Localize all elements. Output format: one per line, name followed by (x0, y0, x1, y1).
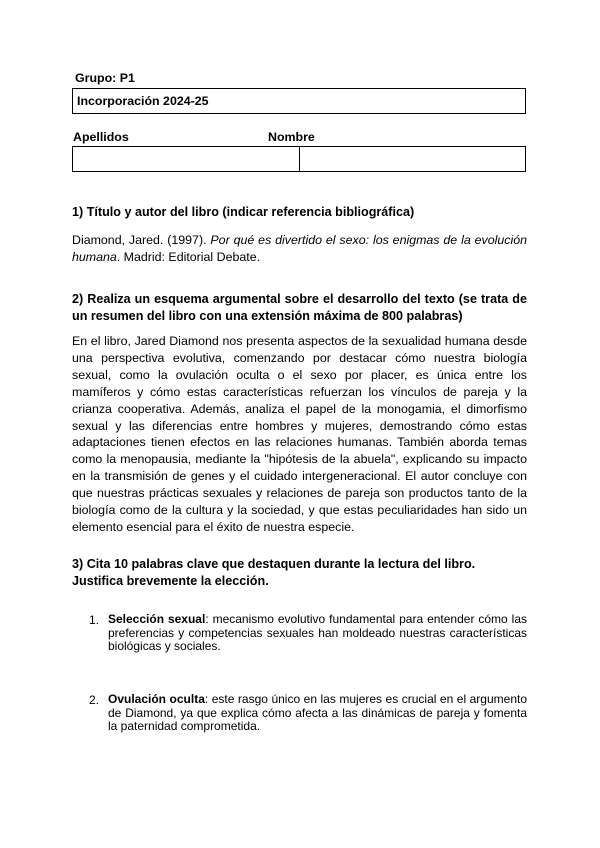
keyword-term: Selección sexual (108, 612, 206, 626)
nombre-field[interactable] (299, 146, 526, 172)
apellidos-label: Apellidos (73, 130, 129, 144)
section2-heading: 2) Realiza un esquema argumental sobre el desarrollo del texto (se trata de un resumen del libro con una extensión máxima de 800 palabras) (72, 292, 527, 323)
bibliographic-reference (72, 232, 527, 266)
nombre-label: Nombre (268, 130, 315, 144)
keyword-term: Ovulación oculta (108, 692, 205, 706)
incorporacion-text: Incorporación 2024-25 (77, 94, 209, 108)
item-number: 2. (89, 693, 100, 707)
keyword-description: : mecanismo evolutivo fundamental para entender cómo las preferencias y competencias sexuales han moldeado nuestras características biológicas y sociales. (108, 612, 527, 653)
group-label: Grupo: P1 (75, 71, 135, 85)
apellidos-field[interactable] (72, 146, 300, 172)
reference-author: Diamond, Jared. (1997). (72, 233, 211, 247)
reference-publisher: . Madrid: Editorial Debate. (116, 249, 261, 264)
reference-title: Por qué es divertido el sexo: los enigmas de la evolución humana (72, 233, 527, 264)
incorporacion-box (72, 88, 526, 114)
keyword-description: : este rasgo único en las mujeres es crucial en el argumento de Diamond, ya que explica cómo afecta a las dinámicas de pareja y fomenta la paternidad comprometida. (108, 692, 528, 733)
section3-heading: 3) Cita 10 palabras clave que destaquen durante la lectura del libro. Justifica brevemente la elección. (72, 557, 476, 588)
section2-body: En el libro, Jared Diamond nos presenta aspectos de la sexualidad humana desde una perspectiva evolutiva, comenzando por destacar cómo nuestra biología sexual, como la ovulación oculta o el sexo por placer, es única entre los mamíferos y cómo estas características refuerzan los vínculos de pareja y la crianza cooperativa. Además, analiza el papel de la monogamia, el dimorfismo sexual y las diferencias entre hombres y mujeres, demostrando cómo estas adaptaciones tienen efectos en las relaciones humanas. También aborda temas como la menopausia, mediante la "hipótesis de la abuela", explicando su impacto en la transmisión de genes y el cuidado intergeneracional. El autor concluye con que nuestras prácticas sexuales y relaciones de pareja son productos tanto de la biología como de la cultura y la sociedad, y que estas peculiaridades han sido un elemento esencial para el éxito de nuestra especie. (72, 334, 527, 534)
section1-heading: 1) Título y autor del libro (indicar referencia bibliográfica) (72, 205, 415, 219)
item-number: 1. (89, 613, 100, 627)
